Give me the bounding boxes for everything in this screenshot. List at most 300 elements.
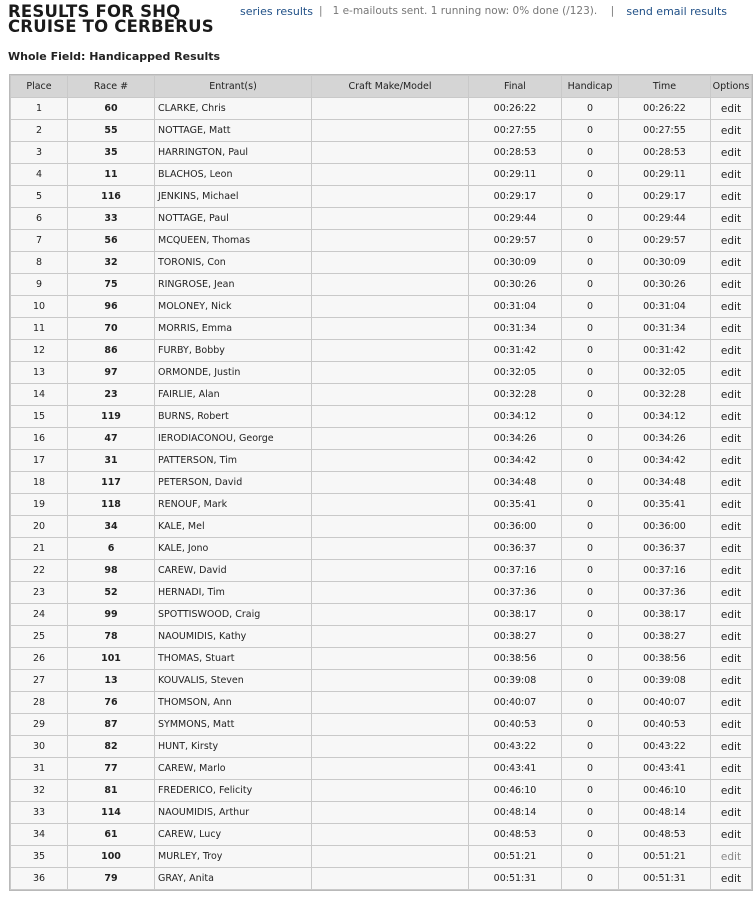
page-title: RESULTS FOR SHQ CRUISE TO CERBERUS xyxy=(8,2,214,36)
entrant-cell: NOTTAGE, Matt xyxy=(155,120,311,141)
status-text: 1 e-mailouts sent. 1 running now: 0% done (/123). xyxy=(332,5,598,17)
race-number-cell: 11 xyxy=(68,164,154,185)
place-cell: 6 xyxy=(11,208,67,229)
race-number-cell: 86 xyxy=(68,340,154,361)
final-time-cell: 00:38:27 xyxy=(469,626,561,647)
race-number-cell: 87 xyxy=(68,714,154,735)
handicap-cell: 0 xyxy=(562,252,618,273)
craft-cell xyxy=(312,252,468,273)
time-cell: 00:40:53 xyxy=(619,714,710,735)
craft-cell xyxy=(312,582,468,603)
craft-cell xyxy=(312,846,468,867)
time-cell: 00:46:10 xyxy=(619,780,710,801)
table-row xyxy=(11,450,751,471)
column-header: Final xyxy=(469,76,561,97)
handicap-cell: 0 xyxy=(562,868,618,889)
place-cell: 5 xyxy=(11,186,67,207)
entrant-cell: CLARKE, Chris xyxy=(155,98,311,119)
table-row xyxy=(11,252,751,273)
entrant-cell: IERODIACONOU, George xyxy=(155,428,311,449)
table-row xyxy=(11,582,751,603)
race-number-cell: 98 xyxy=(68,560,154,581)
place-cell: 30 xyxy=(11,736,67,757)
race-number-cell: 81 xyxy=(68,780,154,801)
entrant-cell: CAREW, Lucy xyxy=(155,824,311,845)
handicap-cell: 0 xyxy=(562,824,618,845)
entrant-cell: HARRINGTON, Paul xyxy=(155,142,311,163)
handicap-cell: 0 xyxy=(562,538,618,559)
entrant-cell: GRAY, Anita xyxy=(155,868,311,889)
craft-cell xyxy=(312,164,468,185)
send-email-results-link[interactable]: send email results xyxy=(626,5,727,18)
place-cell: 31 xyxy=(11,758,67,779)
final-time-cell: 00:34:26 xyxy=(469,428,561,449)
time-cell: 00:26:22 xyxy=(619,98,710,119)
table-row xyxy=(11,230,751,251)
separator: | xyxy=(319,5,323,17)
options-cell xyxy=(711,428,751,449)
edit-link[interactable]: edit xyxy=(720,300,742,313)
results-body xyxy=(11,98,751,889)
race-number-cell: 35 xyxy=(68,142,154,163)
edit-link[interactable]: edit xyxy=(720,168,742,181)
options-cell xyxy=(711,450,751,471)
entrant-cell: THOMSON, Ann xyxy=(155,692,311,713)
time-cell: 00:31:34 xyxy=(619,318,710,339)
edit-link[interactable]: edit xyxy=(720,520,742,533)
craft-cell xyxy=(312,428,468,449)
options-cell xyxy=(711,142,751,163)
series-results-link[interactable]: series results xyxy=(240,5,313,18)
final-time-cell: 00:37:36 xyxy=(469,582,561,603)
edit-link[interactable]: edit xyxy=(720,718,742,731)
place-cell: 19 xyxy=(11,494,67,515)
time-cell: 00:40:07 xyxy=(619,692,710,713)
craft-cell xyxy=(312,604,468,625)
time-cell: 00:38:17 xyxy=(619,604,710,625)
handicap-cell: 0 xyxy=(562,142,618,163)
race-number-cell: 75 xyxy=(68,274,154,295)
place-cell: 20 xyxy=(11,516,67,537)
race-number-cell: 52 xyxy=(68,582,154,603)
edit-link[interactable]: edit xyxy=(720,630,742,643)
table-row xyxy=(11,340,751,361)
place-cell: 16 xyxy=(11,428,67,449)
final-time-cell: 00:48:53 xyxy=(469,824,561,845)
options-cell xyxy=(711,758,751,779)
final-time-cell: 00:39:08 xyxy=(469,670,561,691)
final-time-cell: 00:36:37 xyxy=(469,538,561,559)
race-number-cell: 32 xyxy=(68,252,154,273)
handicap-cell: 0 xyxy=(562,164,618,185)
race-number-cell: 47 xyxy=(68,428,154,449)
craft-cell xyxy=(312,98,468,119)
table-row xyxy=(11,494,751,515)
entrant-cell: MCQUEEN, Thomas xyxy=(155,230,311,251)
time-cell: 00:29:17 xyxy=(619,186,710,207)
handicap-cell: 0 xyxy=(562,274,618,295)
options-cell xyxy=(711,120,751,141)
entrant-cell: JENKINS, Michael xyxy=(155,186,311,207)
race-number-cell: 79 xyxy=(68,868,154,889)
final-time-cell: 00:27:55 xyxy=(469,120,561,141)
separator: | xyxy=(610,5,615,17)
craft-cell xyxy=(312,384,468,405)
final-time-cell: 00:31:04 xyxy=(469,296,561,317)
edit-link[interactable]: edit xyxy=(720,190,742,203)
table-row xyxy=(11,296,751,317)
handicap-cell: 0 xyxy=(562,340,618,361)
entrant-cell: HERNADI, Tim xyxy=(155,582,311,603)
final-time-cell: 00:51:31 xyxy=(469,868,561,889)
column-header: Time xyxy=(619,76,710,97)
column-header: Race # xyxy=(68,76,154,97)
table-row xyxy=(11,736,751,757)
entrant-cell: RENOUF, Mark xyxy=(155,494,311,515)
options-cell xyxy=(711,230,751,251)
table-row xyxy=(11,670,751,691)
final-time-cell: 00:48:14 xyxy=(469,802,561,823)
race-number-cell: 34 xyxy=(68,516,154,537)
time-cell: 00:29:57 xyxy=(619,230,710,251)
race-number-cell: 117 xyxy=(68,472,154,493)
final-time-cell: 00:31:42 xyxy=(469,340,561,361)
column-header: Options xyxy=(711,76,751,97)
options-cell xyxy=(711,670,751,691)
final-time-cell: 00:32:28 xyxy=(469,384,561,405)
place-cell: 13 xyxy=(11,362,67,383)
craft-cell xyxy=(312,714,468,735)
entrant-cell: BURNS, Robert xyxy=(155,406,311,427)
edit-link[interactable]: edit xyxy=(720,542,742,555)
craft-cell xyxy=(312,318,468,339)
place-cell: 2 xyxy=(11,120,67,141)
race-number-cell: 23 xyxy=(68,384,154,405)
race-number-cell: 33 xyxy=(68,208,154,229)
options-cell xyxy=(711,868,751,889)
craft-cell xyxy=(312,472,468,493)
handicap-cell: 0 xyxy=(562,318,618,339)
edit-link[interactable]: edit xyxy=(720,828,742,841)
final-time-cell: 00:38:56 xyxy=(469,648,561,669)
entrant-cell: PETERSON, David xyxy=(155,472,311,493)
place-cell: 27 xyxy=(11,670,67,691)
place-cell: 8 xyxy=(11,252,67,273)
options-cell xyxy=(711,802,751,823)
entrant-cell: NAOUMIDIS, Arthur xyxy=(155,802,311,823)
entrant-cell: CAREW, Marlo xyxy=(155,758,311,779)
place-cell: 35 xyxy=(11,846,67,867)
edit-link[interactable]: edit xyxy=(720,212,742,225)
edit-link[interactable]: edit xyxy=(720,124,742,137)
craft-cell xyxy=(312,538,468,559)
craft-cell xyxy=(312,736,468,757)
place-cell: 23 xyxy=(11,582,67,603)
options-cell xyxy=(711,560,751,581)
race-number-cell: 96 xyxy=(68,296,154,317)
time-cell: 00:29:44 xyxy=(619,208,710,229)
options-cell xyxy=(711,208,751,229)
race-number-cell: 60 xyxy=(68,98,154,119)
entrant-cell: BLACHOS, Leon xyxy=(155,164,311,185)
craft-cell xyxy=(312,450,468,471)
edit-link[interactable]: edit xyxy=(720,366,742,379)
craft-cell xyxy=(312,296,468,317)
edit-link[interactable]: edit xyxy=(720,850,742,863)
table-row xyxy=(11,406,751,427)
race-number-cell: 6 xyxy=(68,538,154,559)
final-time-cell: 00:32:05 xyxy=(469,362,561,383)
table-row xyxy=(11,428,751,449)
handicap-cell: 0 xyxy=(562,560,618,581)
options-cell xyxy=(711,318,751,339)
options-cell xyxy=(711,406,751,427)
edit-link[interactable]: edit xyxy=(720,806,742,819)
options-cell xyxy=(711,362,751,383)
race-number-cell: 82 xyxy=(68,736,154,757)
race-number-cell: 78 xyxy=(68,626,154,647)
header-row xyxy=(11,76,751,97)
place-cell: 12 xyxy=(11,340,67,361)
final-time-cell: 00:29:57 xyxy=(469,230,561,251)
time-cell: 00:32:05 xyxy=(619,362,710,383)
handicap-cell: 0 xyxy=(562,604,618,625)
craft-cell xyxy=(312,780,468,801)
edit-link[interactable]: edit xyxy=(720,586,742,599)
edit-link[interactable]: edit xyxy=(720,608,742,621)
options-cell xyxy=(711,714,751,735)
table-row xyxy=(11,604,751,625)
time-cell: 00:31:42 xyxy=(619,340,710,361)
edit-link[interactable]: edit xyxy=(720,564,742,577)
time-cell: 00:34:48 xyxy=(619,472,710,493)
final-time-cell: 00:29:11 xyxy=(469,164,561,185)
craft-cell xyxy=(312,516,468,537)
craft-cell xyxy=(312,362,468,383)
final-time-cell: 00:40:07 xyxy=(469,692,561,713)
handicap-cell: 0 xyxy=(562,384,618,405)
race-number-cell: 76 xyxy=(68,692,154,713)
race-number-cell: 70 xyxy=(68,318,154,339)
race-number-cell: 100 xyxy=(68,846,154,867)
column-header: Place xyxy=(11,76,67,97)
options-cell xyxy=(711,494,751,515)
handicap-cell: 0 xyxy=(562,98,618,119)
place-cell: 10 xyxy=(11,296,67,317)
edit-link[interactable]: edit xyxy=(720,454,742,467)
place-cell: 9 xyxy=(11,274,67,295)
edit-link[interactable]: edit xyxy=(720,432,742,445)
handicap-cell: 0 xyxy=(562,736,618,757)
race-number-cell: 61 xyxy=(68,824,154,845)
mailout-status xyxy=(319,5,614,17)
column-header: Craft Make/Model xyxy=(312,76,468,97)
options-cell xyxy=(711,582,751,603)
time-cell: 00:34:12 xyxy=(619,406,710,427)
final-time-cell: 00:29:17 xyxy=(469,186,561,207)
craft-cell xyxy=(312,406,468,427)
edit-link[interactable]: edit xyxy=(720,234,742,247)
table-row xyxy=(11,692,751,713)
table-row xyxy=(11,538,751,559)
table-row xyxy=(11,758,751,779)
time-cell: 00:43:41 xyxy=(619,758,710,779)
final-time-cell: 00:34:12 xyxy=(469,406,561,427)
final-time-cell: 00:29:44 xyxy=(469,208,561,229)
place-cell: 14 xyxy=(11,384,67,405)
options-cell xyxy=(711,274,751,295)
edit-link[interactable]: edit xyxy=(720,872,742,885)
edit-link[interactable]: edit xyxy=(720,696,742,709)
entrant-cell: THOMAS, Stuart xyxy=(155,648,311,669)
table-row xyxy=(11,384,751,405)
options-cell xyxy=(711,780,751,801)
time-cell: 00:38:27 xyxy=(619,626,710,647)
edit-link[interactable]: edit xyxy=(720,344,742,357)
edit-link[interactable]: edit xyxy=(720,410,742,423)
time-cell: 00:39:08 xyxy=(619,670,710,691)
craft-cell xyxy=(312,868,468,889)
edit-link[interactable]: edit xyxy=(720,476,742,489)
handicap-cell: 0 xyxy=(562,692,618,713)
edit-link[interactable]: edit xyxy=(720,256,742,269)
table-row xyxy=(11,318,751,339)
craft-cell xyxy=(312,626,468,647)
final-time-cell: 00:40:53 xyxy=(469,714,561,735)
time-cell: 00:30:26 xyxy=(619,274,710,295)
time-cell: 00:27:55 xyxy=(619,120,710,141)
final-time-cell: 00:31:34 xyxy=(469,318,561,339)
final-time-cell: 00:46:10 xyxy=(469,780,561,801)
handicap-cell: 0 xyxy=(562,428,618,449)
handicap-cell: 0 xyxy=(562,648,618,669)
edit-link[interactable]: edit xyxy=(720,498,742,511)
time-cell: 00:34:42 xyxy=(619,450,710,471)
craft-cell xyxy=(312,824,468,845)
handicap-cell: 0 xyxy=(562,714,618,735)
options-cell xyxy=(711,340,751,361)
column-header: Entrant(s) xyxy=(155,76,311,97)
edit-link[interactable]: edit xyxy=(720,278,742,291)
handicap-cell: 0 xyxy=(562,802,618,823)
place-cell: 33 xyxy=(11,802,67,823)
table-row xyxy=(11,560,751,581)
final-time-cell: 00:34:48 xyxy=(469,472,561,493)
table-row xyxy=(11,120,751,141)
entrant-cell: FREDERICO, Felicity xyxy=(155,780,311,801)
options-cell xyxy=(711,472,751,493)
handicap-cell: 0 xyxy=(562,362,618,383)
table-row xyxy=(11,98,751,119)
edit-link[interactable]: edit xyxy=(720,740,742,753)
edit-link[interactable]: edit xyxy=(720,146,742,159)
final-time-cell: 00:43:22 xyxy=(469,736,561,757)
table-row xyxy=(11,780,751,801)
final-time-cell: 00:34:42 xyxy=(469,450,561,471)
craft-cell xyxy=(312,494,468,515)
entrant-cell: FURBY, Bobby xyxy=(155,340,311,361)
edit-link[interactable]: edit xyxy=(720,102,742,115)
entrant-cell: PATTERSON, Tim xyxy=(155,450,311,471)
place-cell: 24 xyxy=(11,604,67,625)
time-cell: 00:38:56 xyxy=(619,648,710,669)
entrant-cell: CAREW, David xyxy=(155,560,311,581)
race-number-cell: 97 xyxy=(68,362,154,383)
table-row xyxy=(11,274,751,295)
time-cell: 00:30:09 xyxy=(619,252,710,273)
options-cell xyxy=(711,692,751,713)
handicap-cell: 0 xyxy=(562,230,618,251)
final-time-cell: 00:38:17 xyxy=(469,604,561,625)
race-number-cell: 118 xyxy=(68,494,154,515)
place-cell: 4 xyxy=(11,164,67,185)
race-number-cell: 101 xyxy=(68,648,154,669)
edit-link[interactable]: edit xyxy=(720,322,742,335)
options-cell xyxy=(711,252,751,273)
edit-link[interactable]: edit xyxy=(720,762,742,775)
table-row xyxy=(11,802,751,823)
options-cell xyxy=(711,648,751,669)
options-cell xyxy=(711,384,751,405)
craft-cell xyxy=(312,560,468,581)
craft-cell xyxy=(312,802,468,823)
final-time-cell: 00:43:41 xyxy=(469,758,561,779)
entrant-cell: KOUVALIS, Steven xyxy=(155,670,311,691)
final-time-cell: 00:28:53 xyxy=(469,142,561,163)
edit-link[interactable]: edit xyxy=(720,652,742,665)
edit-link[interactable]: edit xyxy=(720,674,742,687)
edit-link[interactable]: edit xyxy=(720,388,742,401)
handicap-cell: 0 xyxy=(562,758,618,779)
craft-cell xyxy=(312,230,468,251)
entrant-cell: HUNT, Kirsty xyxy=(155,736,311,757)
final-time-cell: 00:36:00 xyxy=(469,516,561,537)
race-number-cell: 55 xyxy=(68,120,154,141)
entrant-cell: MURLEY, Troy xyxy=(155,846,311,867)
place-cell: 11 xyxy=(11,318,67,339)
time-cell: 00:36:37 xyxy=(619,538,710,559)
craft-cell xyxy=(312,692,468,713)
table-row xyxy=(11,846,751,867)
place-cell: 18 xyxy=(11,472,67,493)
handicap-cell: 0 xyxy=(562,186,618,207)
place-cell: 15 xyxy=(11,406,67,427)
time-cell: 00:37:16 xyxy=(619,560,710,581)
table-row xyxy=(11,362,751,383)
table-row xyxy=(11,824,751,845)
handicap-cell: 0 xyxy=(562,406,618,427)
handicap-cell: 0 xyxy=(562,516,618,537)
place-cell: 1 xyxy=(11,98,67,119)
race-number-cell: 99 xyxy=(68,604,154,625)
edit-link[interactable]: edit xyxy=(720,784,742,797)
race-number-cell: 77 xyxy=(68,758,154,779)
final-time-cell: 00:30:26 xyxy=(469,274,561,295)
craft-cell xyxy=(312,758,468,779)
final-time-cell: 00:51:21 xyxy=(469,846,561,867)
entrant-cell: FAIRLIE, Alan xyxy=(155,384,311,405)
race-number-cell: 116 xyxy=(68,186,154,207)
table-row xyxy=(11,648,751,669)
time-cell: 00:34:26 xyxy=(619,428,710,449)
race-number-cell: 13 xyxy=(68,670,154,691)
handicap-cell: 0 xyxy=(562,120,618,141)
entrant-cell: RINGROSE, Jean xyxy=(155,274,311,295)
handicap-cell: 0 xyxy=(562,670,618,691)
table-row xyxy=(11,714,751,735)
craft-cell xyxy=(312,142,468,163)
race-number-cell: 114 xyxy=(68,802,154,823)
